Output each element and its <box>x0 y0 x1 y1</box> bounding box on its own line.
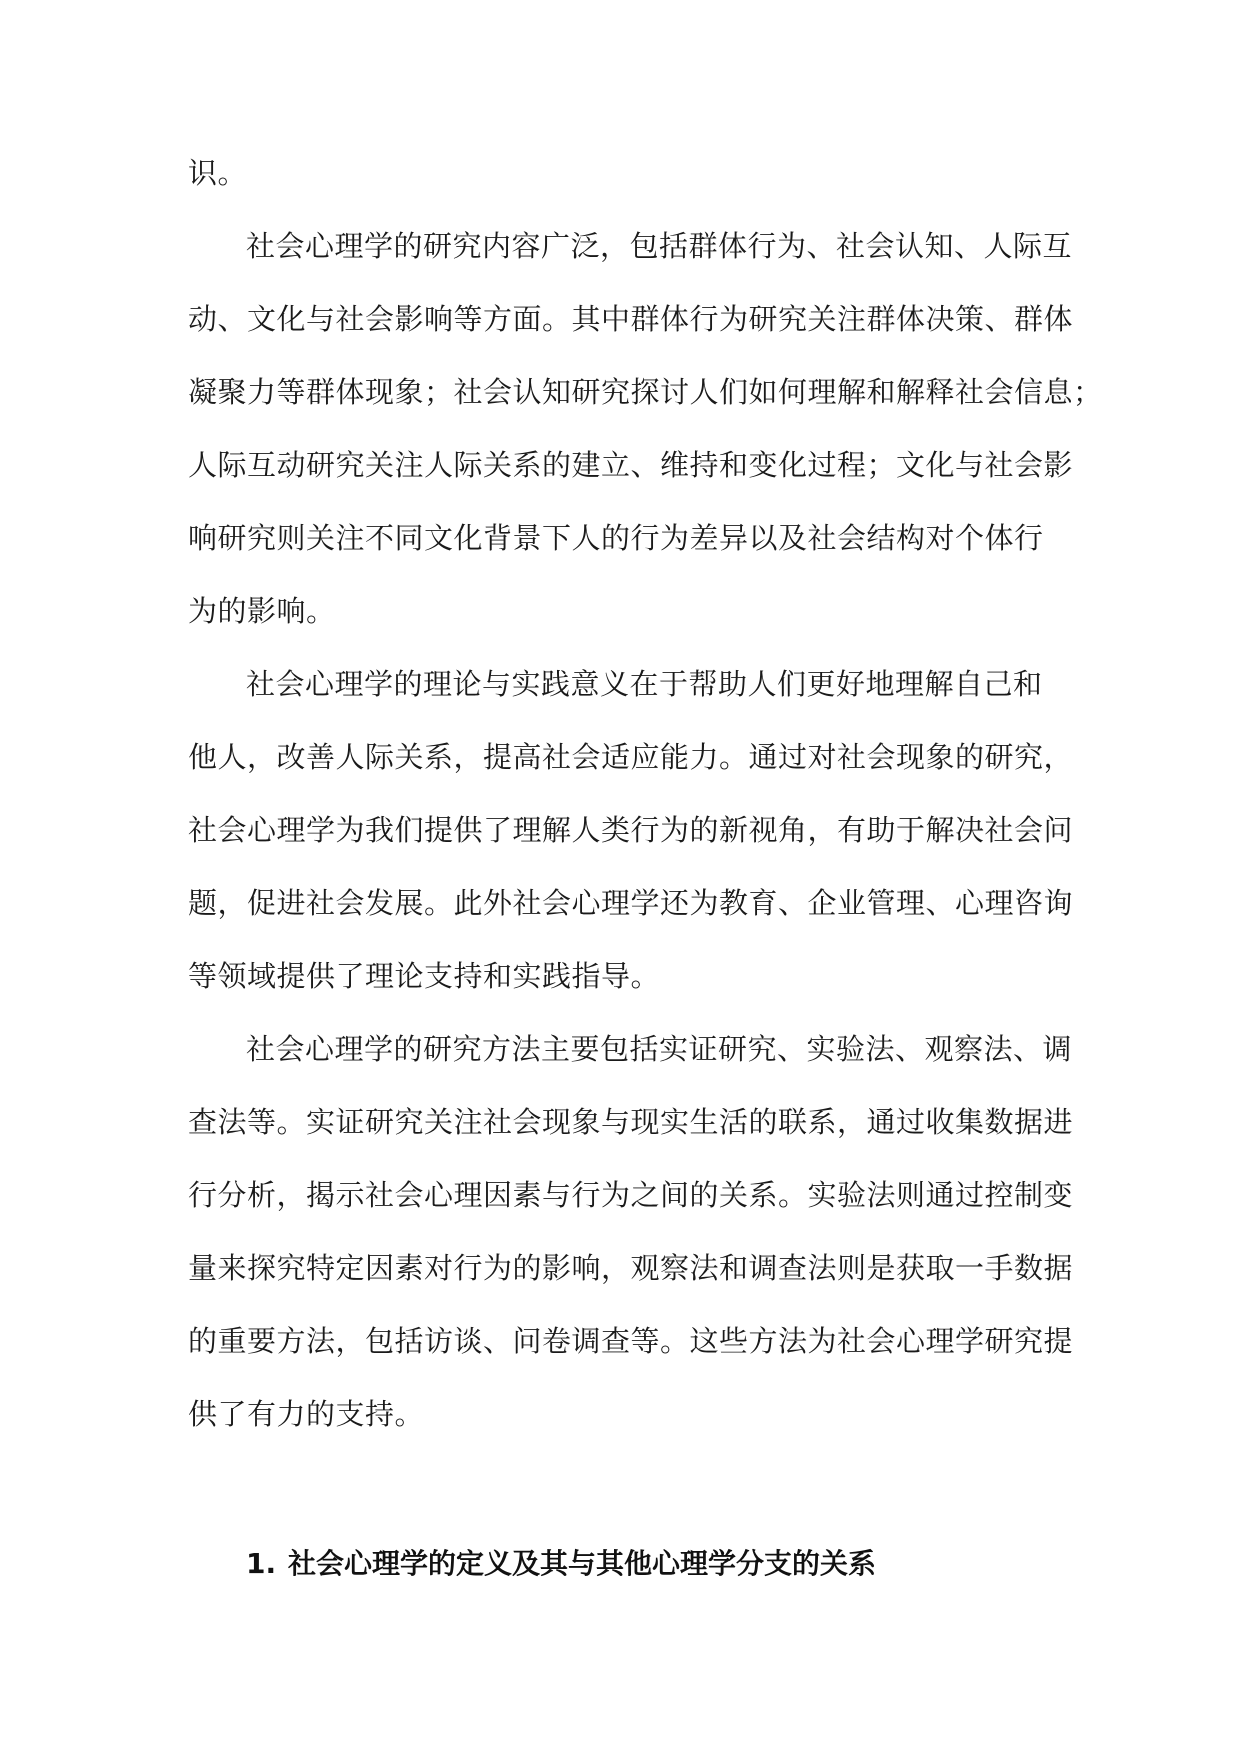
section-title: 社会心理学的定义及其与其他心理学分支的关系 <box>288 1547 877 1580</box>
text-line: 等领域提供了理论支持和实践指导。 <box>188 959 661 993</box>
text-line: 人际互动研究关注人际关系的建立、维持和变化过程；文化与社会影 <box>188 448 1074 482</box>
section-number: 1. <box>246 1547 277 1580</box>
text-line: 识。 <box>188 156 248 190</box>
text-line: 行分析，揭示社会心理因素与行为之间的关系。实验法则通过控制变 <box>188 1178 1074 1212</box>
text-line: 题，促进社会发展。此外社会心理学还为教育、企业管理、心理咨询 <box>188 886 1074 920</box>
text-line: 他人，改善人际关系，提高社会适应能力。通过对社会现象的研究， <box>188 740 1074 774</box>
text-line: 的重要方法，包括访谈、问卷调查等。这些方法为社会心理学研究提 <box>188 1324 1074 1358</box>
paragraph-first-line: 社会心理学的理论与实践意义在于帮助人们更好地理解自己和 <box>246 667 1043 701</box>
text-line: 响研究则关注不同文化背景下人的行为差异以及社会结构对个体行 <box>188 521 1044 555</box>
text-line: 量来探究特定因素对行为的影响，观察法和调查法则是获取一手数据 <box>188 1251 1074 1285</box>
paragraph-first-line: 社会心理学的研究方法主要包括实证研究、实验法、观察法、调 <box>246 1032 1073 1066</box>
text-line: 为的影响。 <box>188 594 336 628</box>
paragraph-first-line: 社会心理学的研究内容广泛，包括群体行为、社会认知、人际互 <box>246 229 1073 263</box>
section-heading <box>246 1544 876 1584</box>
text-line: 凝聚力等群体现象；社会认知研究探讨人们如何理解和解释社会信息； <box>188 375 1103 409</box>
text-line: 查法等。实证研究关注社会现象与现实生活的联系，通过收集数据进 <box>188 1105 1074 1139</box>
text-line: 社会心理学为我们提供了理解人类行为的新视角，有助于解决社会问 <box>188 813 1074 847</box>
text-line: 供了有力的支持。 <box>188 1397 425 1431</box>
text-line: 动、文化与社会影响等方面。其中群体行为研究关注群体决策、群体 <box>188 302 1074 336</box>
